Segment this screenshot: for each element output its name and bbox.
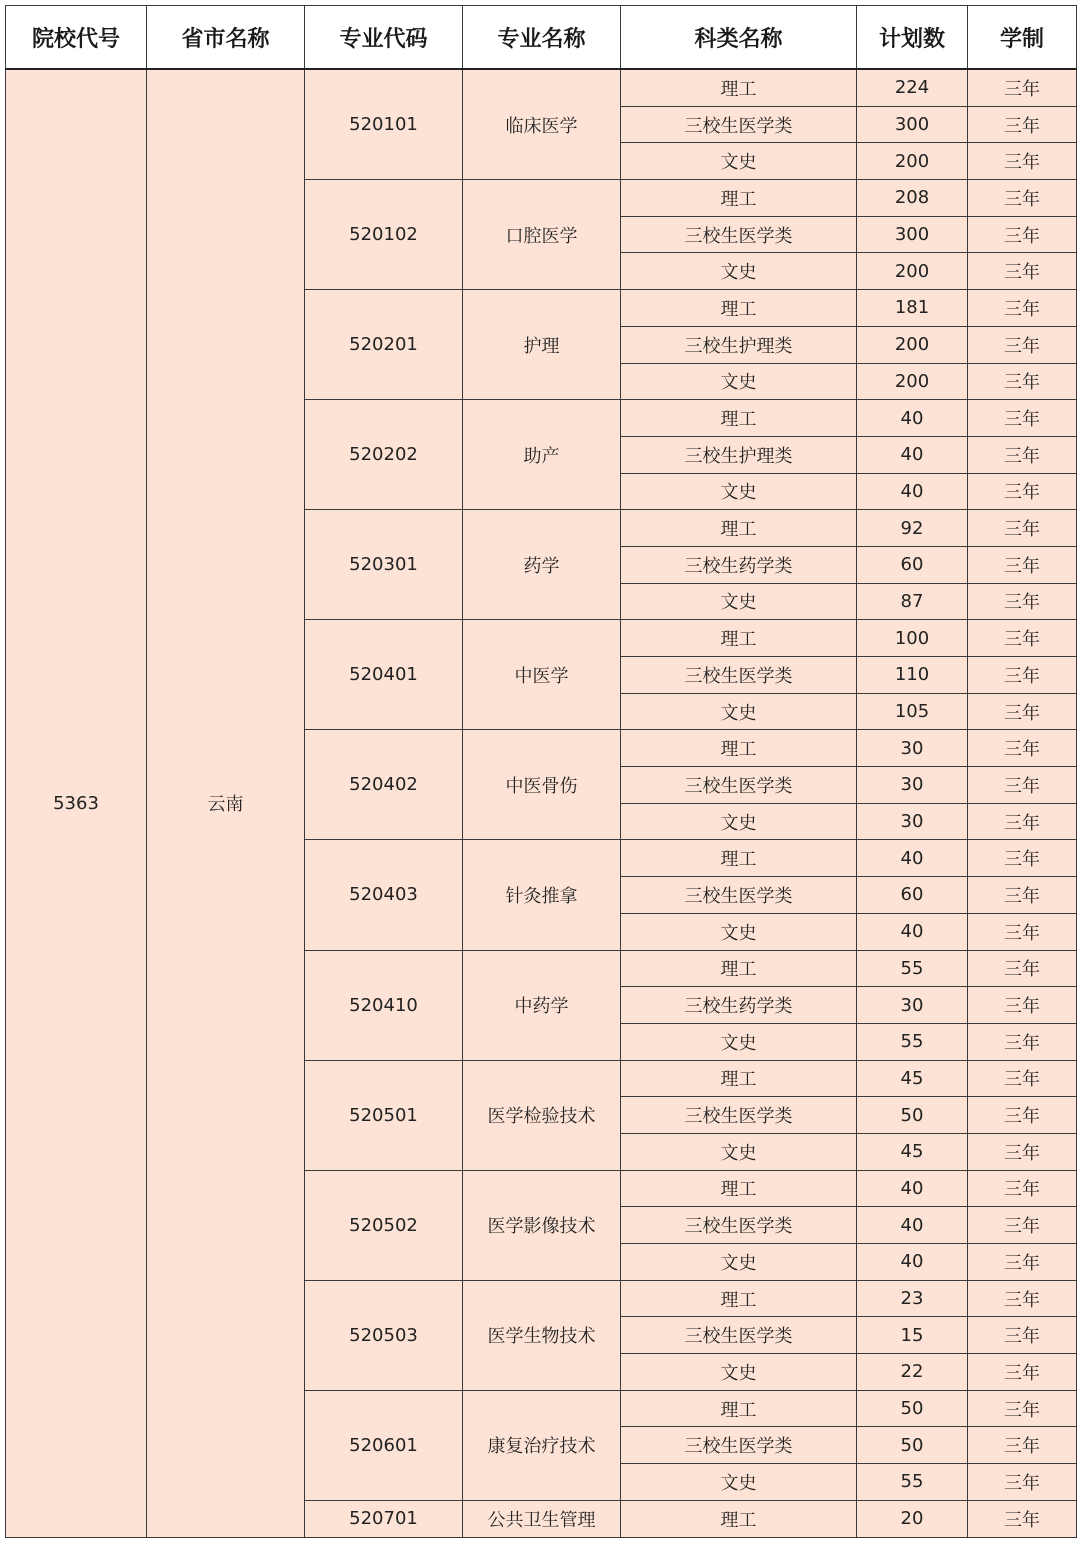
category-cell: 文史 xyxy=(621,143,857,180)
category-cell: 三校生医学类 xyxy=(621,1207,857,1244)
table-row xyxy=(6,69,1077,106)
duration-cell: 三年 xyxy=(968,546,1077,583)
plan-count-cell: 30 xyxy=(857,767,968,804)
category-cell: 理工 xyxy=(621,840,857,877)
category-cell: 三校生医学类 xyxy=(621,877,857,914)
category-cell: 三校生医学类 xyxy=(621,657,857,694)
category-cell: 文史 xyxy=(621,693,857,730)
plan-count-cell: 40 xyxy=(857,1244,968,1281)
plan-count-cell: 15 xyxy=(857,1317,968,1354)
category-cell: 文史 xyxy=(621,1244,857,1281)
major-code-cell: 520201 xyxy=(305,290,463,400)
duration-cell: 三年 xyxy=(968,1280,1077,1317)
duration-cell: 三年 xyxy=(968,730,1077,767)
category-cell: 理工 xyxy=(621,510,857,547)
plan-count-cell: 200 xyxy=(857,143,968,180)
plan-count-cell: 40 xyxy=(857,473,968,510)
major-code-cell: 520202 xyxy=(305,400,463,510)
category-cell: 文史 xyxy=(621,1464,857,1501)
duration-cell: 三年 xyxy=(968,143,1077,180)
category-cell: 三校生药学类 xyxy=(621,546,857,583)
plan-count-cell: 20 xyxy=(857,1500,968,1537)
major-code-cell: 520410 xyxy=(305,950,463,1060)
header-major-name: 专业名称 xyxy=(463,6,621,70)
major-code-cell: 520401 xyxy=(305,620,463,730)
plan-count-cell: 30 xyxy=(857,987,968,1024)
plan-count-cell: 200 xyxy=(857,326,968,363)
duration-cell: 三年 xyxy=(968,840,1077,877)
plan-count-cell: 50 xyxy=(857,1390,968,1427)
category-cell: 三校生医学类 xyxy=(621,1427,857,1464)
duration-cell: 三年 xyxy=(968,987,1077,1024)
plan-count-cell: 50 xyxy=(857,1097,968,1134)
major-name-cell: 医学影像技术 xyxy=(463,1170,621,1280)
major-code-cell: 520101 xyxy=(305,69,463,180)
major-code-cell: 520402 xyxy=(305,730,463,840)
plan-count-cell: 110 xyxy=(857,657,968,694)
duration-cell: 三年 xyxy=(968,1464,1077,1501)
plan-count-cell: 45 xyxy=(857,1060,968,1097)
plan-count-cell: 87 xyxy=(857,583,968,620)
duration-cell: 三年 xyxy=(968,693,1077,730)
duration-cell: 三年 xyxy=(968,363,1077,400)
plan-count-cell: 45 xyxy=(857,1133,968,1170)
header-major-code: 专业代码 xyxy=(305,6,463,70)
major-code-cell: 520502 xyxy=(305,1170,463,1280)
major-name-cell: 针灸推拿 xyxy=(463,840,621,950)
plan-count-cell: 22 xyxy=(857,1354,968,1391)
category-cell: 文史 xyxy=(621,1133,857,1170)
major-code-cell: 520601 xyxy=(305,1390,463,1500)
header-province: 省市名称 xyxy=(147,6,305,70)
duration-cell: 三年 xyxy=(968,510,1077,547)
school-code-cell: 5363 xyxy=(6,69,147,1537)
duration-cell: 三年 xyxy=(968,1354,1077,1391)
category-cell: 理工 xyxy=(621,1060,857,1097)
major-name-cell: 护理 xyxy=(463,290,621,400)
major-name-cell: 医学检验技术 xyxy=(463,1060,621,1170)
major-name-cell: 口腔医学 xyxy=(463,180,621,290)
duration-cell: 三年 xyxy=(968,620,1077,657)
major-name-cell: 康复治疗技术 xyxy=(463,1390,621,1500)
duration-cell: 三年 xyxy=(968,767,1077,804)
plan-count-cell: 40 xyxy=(857,400,968,437)
plan-count-cell: 208 xyxy=(857,180,968,217)
plan-count-cell: 92 xyxy=(857,510,968,547)
category-cell: 理工 xyxy=(621,620,857,657)
duration-cell: 三年 xyxy=(968,1133,1077,1170)
major-code-cell: 520301 xyxy=(305,510,463,620)
plan-count-cell: 300 xyxy=(857,216,968,253)
duration-cell: 三年 xyxy=(968,1500,1077,1537)
plan-count-cell: 40 xyxy=(857,436,968,473)
duration-cell: 三年 xyxy=(968,1097,1077,1134)
category-cell: 三校生医学类 xyxy=(621,1097,857,1134)
major-name-cell: 医学生物技术 xyxy=(463,1280,621,1390)
category-cell: 理工 xyxy=(621,1170,857,1207)
plan-count-cell: 55 xyxy=(857,1464,968,1501)
category-cell: 三校生医学类 xyxy=(621,1317,857,1354)
category-cell: 文史 xyxy=(621,253,857,290)
duration-cell: 三年 xyxy=(968,1023,1077,1060)
category-cell: 三校生医学类 xyxy=(621,216,857,253)
major-name-cell: 中医学 xyxy=(463,620,621,730)
category-cell: 理工 xyxy=(621,1390,857,1427)
duration-cell: 三年 xyxy=(968,326,1077,363)
plan-count-cell: 40 xyxy=(857,1170,968,1207)
province-cell: 云南 xyxy=(147,69,305,1537)
duration-cell: 三年 xyxy=(968,1427,1077,1464)
plan-count-cell: 50 xyxy=(857,1427,968,1464)
duration-cell: 三年 xyxy=(968,290,1077,327)
major-code-cell: 520403 xyxy=(305,840,463,950)
duration-cell: 三年 xyxy=(968,436,1077,473)
major-code-cell: 520701 xyxy=(305,1500,463,1537)
plan-count-cell: 30 xyxy=(857,730,968,767)
major-code-cell: 520102 xyxy=(305,180,463,290)
enrollment-plan-table xyxy=(5,5,1077,1538)
duration-cell: 三年 xyxy=(968,583,1077,620)
category-cell: 三校生药学类 xyxy=(621,987,857,1024)
duration-cell: 三年 xyxy=(968,473,1077,510)
plan-count-cell: 100 xyxy=(857,620,968,657)
category-cell: 文史 xyxy=(621,1023,857,1060)
major-code-cell: 520501 xyxy=(305,1060,463,1170)
category-cell: 文史 xyxy=(621,363,857,400)
category-cell: 理工 xyxy=(621,180,857,217)
header-duration: 学制 xyxy=(968,6,1077,70)
duration-cell: 三年 xyxy=(968,1170,1077,1207)
duration-cell: 三年 xyxy=(968,877,1077,914)
major-name-cell: 中医骨伤 xyxy=(463,730,621,840)
category-cell: 文史 xyxy=(621,913,857,950)
header-category: 科类名称 xyxy=(621,6,857,70)
plan-count-cell: 224 xyxy=(857,69,968,106)
major-name-cell: 公共卫生管理 xyxy=(463,1500,621,1537)
category-cell: 理工 xyxy=(621,400,857,437)
major-name-cell: 临床医学 xyxy=(463,69,621,180)
category-cell: 三校生护理类 xyxy=(621,326,857,363)
plan-count-cell: 181 xyxy=(857,290,968,327)
category-cell: 理工 xyxy=(621,1500,857,1537)
plan-count-cell: 40 xyxy=(857,1207,968,1244)
category-cell: 三校生医学类 xyxy=(621,767,857,804)
header-plan-count: 计划数 xyxy=(857,6,968,70)
duration-cell: 三年 xyxy=(968,1060,1077,1097)
duration-cell: 三年 xyxy=(968,253,1077,290)
category-cell: 文史 xyxy=(621,1354,857,1391)
plan-count-cell: 200 xyxy=(857,363,968,400)
duration-cell: 三年 xyxy=(968,803,1077,840)
category-cell: 文史 xyxy=(621,473,857,510)
category-cell: 理工 xyxy=(621,290,857,327)
header-school-code: 院校代号 xyxy=(6,6,147,70)
plan-count-cell: 60 xyxy=(857,877,968,914)
duration-cell: 三年 xyxy=(968,216,1077,253)
duration-cell: 三年 xyxy=(968,1317,1077,1354)
duration-cell: 三年 xyxy=(968,1207,1077,1244)
duration-cell: 三年 xyxy=(968,913,1077,950)
plan-count-cell: 23 xyxy=(857,1280,968,1317)
major-code-cell: 520503 xyxy=(305,1280,463,1390)
plan-count-cell: 60 xyxy=(857,546,968,583)
plan-count-cell: 55 xyxy=(857,1023,968,1060)
duration-cell: 三年 xyxy=(968,1390,1077,1427)
duration-cell: 三年 xyxy=(968,106,1077,143)
plan-count-cell: 30 xyxy=(857,803,968,840)
duration-cell: 三年 xyxy=(968,657,1077,694)
category-cell: 理工 xyxy=(621,950,857,987)
category-cell: 文史 xyxy=(621,583,857,620)
plan-count-cell: 300 xyxy=(857,106,968,143)
table-body xyxy=(6,69,1077,1537)
plan-count-cell: 200 xyxy=(857,253,968,290)
category-cell: 三校生护理类 xyxy=(621,436,857,473)
duration-cell: 三年 xyxy=(968,950,1077,987)
duration-cell: 三年 xyxy=(968,180,1077,217)
category-cell: 三校生医学类 xyxy=(621,106,857,143)
major-name-cell: 助产 xyxy=(463,400,621,510)
enrollment-plan-document xyxy=(5,5,1077,1538)
major-name-cell: 药学 xyxy=(463,510,621,620)
category-cell: 理工 xyxy=(621,69,857,106)
plan-count-cell: 40 xyxy=(857,840,968,877)
category-cell: 文史 xyxy=(621,803,857,840)
duration-cell: 三年 xyxy=(968,400,1077,437)
header-row xyxy=(6,6,1077,70)
duration-cell: 三年 xyxy=(968,1244,1077,1281)
plan-count-cell: 55 xyxy=(857,950,968,987)
duration-cell: 三年 xyxy=(968,69,1077,106)
category-cell: 理工 xyxy=(621,730,857,767)
plan-count-cell: 105 xyxy=(857,693,968,730)
plan-count-cell: 40 xyxy=(857,913,968,950)
major-name-cell: 中药学 xyxy=(463,950,621,1060)
category-cell: 理工 xyxy=(621,1280,857,1317)
